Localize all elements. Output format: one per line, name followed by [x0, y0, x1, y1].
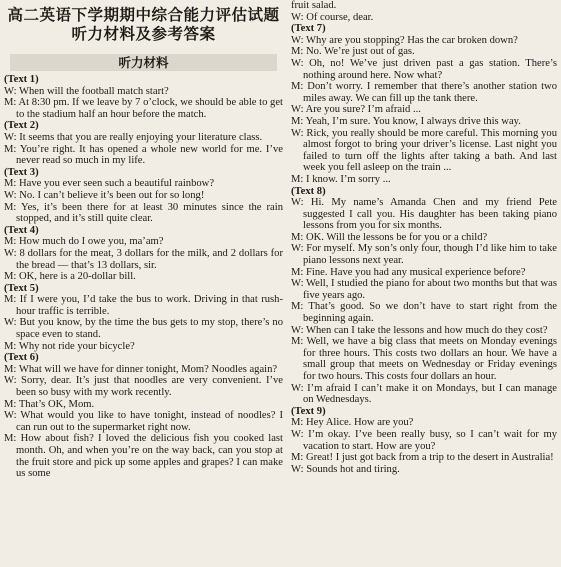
- dialogue-line: W: Why are you stopping? Has the car broken down?: [291, 34, 518, 46]
- dialogue-line: W: Hi. My name’s Amanda Chen and my friend Pete suggested I call you. His daughter has been taking piano lessons from you for six months.: [291, 197, 557, 232]
- right-column: [291, 0, 557, 567]
- dialogue-line: M: OK, here is a 20-dollar bill.: [4, 271, 136, 283]
- dialogue-label: (Text 2): [4, 120, 39, 132]
- dialogue-label: (Text 6): [4, 352, 39, 364]
- title-line: 高二英语下学期期中综合能力评估试题: [7, 6, 280, 24]
- dialogue-line: W: Oh, no! We’ve just driven past a gas station. There’s nothing around here. Now what?: [291, 57, 557, 81]
- dialogue-line: W: Sorry, dear. It’s just that noodles are very convenient. I’ve been so busy with my work recently.: [4, 375, 283, 399]
- document-title: [4, 0, 283, 44]
- dialogue-label: (Text 7): [291, 23, 326, 35]
- dialogue-line: W: Well, I studied the piano for about two months but that was five years ago.: [291, 278, 557, 301]
- dialogue-line: W: For myself. My son’s only four, though I’d like him to take piano lessons next year.: [291, 243, 557, 267]
- dialogue-label: (Text 1): [4, 74, 39, 85]
- dialogue-line: W: Are you sure? I’m afraid ...: [291, 104, 421, 116]
- dialogue-line: M: Yeah, I’m sure. You know, I always drive this way.: [291, 115, 521, 127]
- dialogue-line: M: Why not ride your bicycle?: [4, 340, 135, 352]
- dialogue-label: (Text 8): [291, 185, 326, 197]
- dialogue-label: (Text 4): [4, 224, 39, 236]
- dialogue-line: fruit salad.: [291, 0, 337, 11]
- dialogue-line: M: No. We’re just out of gas.: [291, 46, 415, 58]
- dialogue-line: M: If I were you, I’d take the bus to work. Driving in that rush-hour traffic is terrible.: [4, 294, 283, 317]
- dialogue-line: M: Hey Alice. How are you?: [291, 417, 414, 429]
- dialogue-label: (Text 5): [4, 282, 39, 294]
- dialogue-line: M: What will we have for dinner tonight, Mom? Noodles again?: [4, 363, 278, 375]
- dialogue-line: M: You’re right. It has opened a whole new world for me. I’ve never read so much in my life.: [4, 143, 283, 167]
- dialogue-line: M: Yes, it’s been there for at least 30 minutes since the rain stopped, and it’s still quite clear.: [4, 201, 283, 225]
- dialogue-line: M: Fine. Have you had any musical experience before?: [291, 266, 526, 278]
- dialogue-line: W: But you know, by the time the bus gets to my stop, there’s no space even to stand.: [4, 317, 283, 341]
- dialogue-label: (Text 9): [291, 405, 326, 417]
- dialogue-line: W: When can I take the lessons and how much do they cost?: [291, 324, 548, 336]
- right-column-body: [291, 0, 557, 475]
- dialogue-line: W: Rick, you really should be more careful. This morning you almost forgot to bring your driver’s license. Last night you failed to turn off the lights after taking a bath. And last week you fell asleep on the train ...: [291, 127, 557, 174]
- dialogue-line: M: Great! I just got back from a trip to the desert in Australia!: [291, 452, 554, 464]
- dialogue-line: M: That’s OK, Mom.: [4, 398, 95, 410]
- dialogue-line: W: What would you like to have tonight, instead of noodles? I can run out to the supermarket right now.: [4, 410, 283, 433]
- dialogue-line: M: Don’t worry. I remember that there’s another station two miles away. We can fill up the tank there.: [291, 81, 557, 104]
- dialogue-label: (Text 3): [4, 166, 39, 178]
- dialogue-line: M: Have you ever seen such a beautiful rainbow?: [4, 178, 215, 190]
- dialogue-line: M: Well, we have a big class that meets on Monday evenings for three hours. This costs two dollars an hour. We have a small group that meets on Wednesday or Friday evenings for two hours. This costs four dollars an hour.: [291, 336, 557, 382]
- dialogue-line: W: 8 dollars for the meat, 3 dollars for the milk, and 2 dollars for the bread — that’s 13 dollars, sir.: [4, 247, 283, 271]
- section-heading: 听力材料: [10, 54, 277, 71]
- dialogue-line: W: It seems that you are really enjoying your literature class.: [4, 131, 263, 143]
- dialogue-line: M: At 8:30 pm. If we leave by 7 o’clock, we should be able to get to the stadium half an hour before the match.: [4, 97, 283, 120]
- dialogue-line: M: How much do I owe you, ma’am?: [4, 236, 164, 248]
- dialogue-line: M: How about fish? I loved the delicious fish you cooked last month. Oh, and when you’re on the way back, can you stop at the fruit store and pick up some apples and grapes? I can make us some: [4, 433, 283, 480]
- left-column-body: [4, 74, 283, 480]
- dialogue-line: W: I’m afraid I can’t make it on Mondays, but I can manage on Wednesdays.: [291, 382, 557, 406]
- left-column: [4, 0, 283, 567]
- dialogue-line: M: OK. Will the lessons be for you or a child?: [291, 231, 488, 243]
- dialogue-line: W: I’m okay. I’ve been really busy, so I can’t wait for my vacation to start. How are you?: [291, 428, 557, 452]
- dialogue-line: W: Of course, dear.: [291, 11, 374, 23]
- dialogue-line: W: No. I can’t believe it’s been out for so long!: [4, 189, 205, 201]
- dialogue-line: W: Sounds hot and tiring.: [291, 463, 400, 475]
- dialogue-line: W: When will the football match start?: [4, 85, 169, 97]
- dialogue-line: M: I know. I’m sorry ...: [291, 173, 391, 185]
- dialogue-line: M: That’s good. So we don’t have to start right from the beginning again.: [291, 301, 557, 325]
- subtitle-line: 听力材料及参考答案: [71, 25, 216, 43]
